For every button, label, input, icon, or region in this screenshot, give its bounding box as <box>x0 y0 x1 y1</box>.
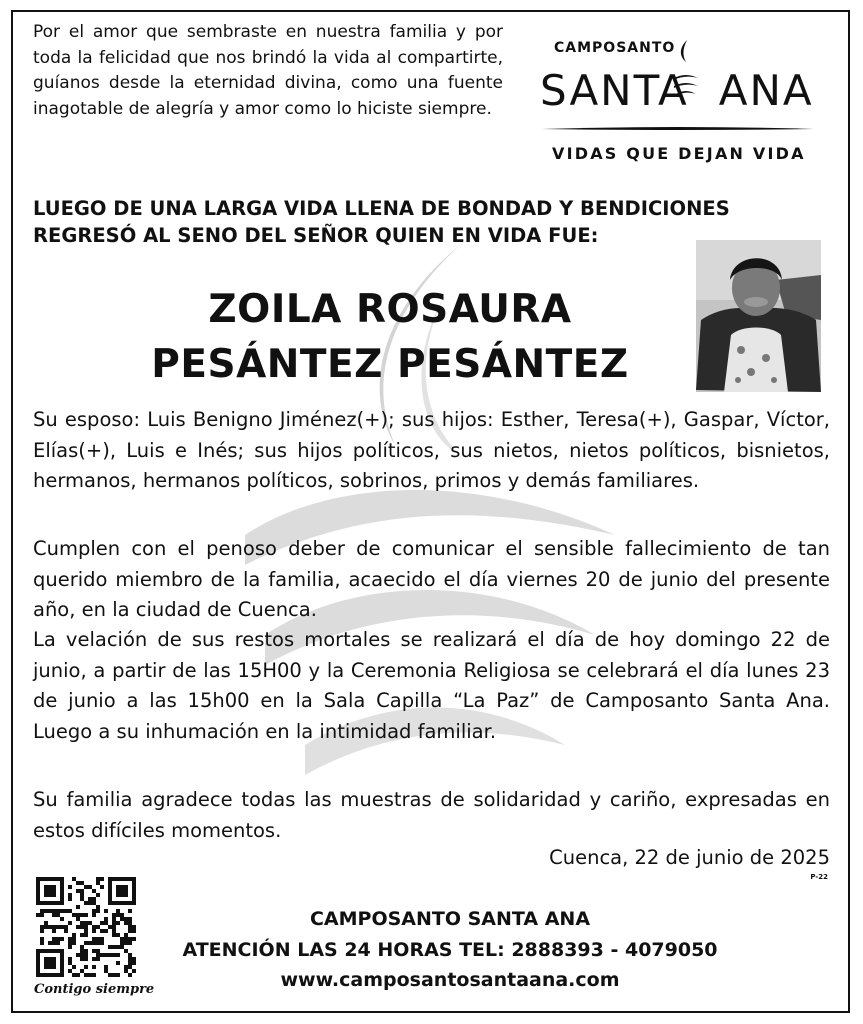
camposanto-logo <box>540 24 820 164</box>
logo-brand-right: ANA <box>718 66 814 115</box>
deceased-name <box>80 282 700 392</box>
ceremony-paragraph: La velación de sus restos mortales se realizará el día de hoy domingo 22 de junio, a partir de las 15H00 y la Ceremonia Religiosa se celebrará el día lunes 23 de junio a las 15h00 en la Sala Capilla “La Paz” de Camposanto Santa Ana. Luego a su inhumación en la intimidad familiar. <box>33 628 830 743</box>
footer-company: CAMPOSANTO SANTA ANA <box>309 908 591 930</box>
lead-statement: LUEGO DE UNA LARGA VIDA LLENA DE BONDAD Y BENDICIONES REGRESÓ AL SENO DEL SEÑOR QUIEN EN VIDA FUE: <box>33 197 730 247</box>
dateline: Cuenca, 22 de junio de 2025 <box>549 846 830 869</box>
footer-phone[interactable]: ATENCIÓN LAS 24 HORAS TEL: 2888393 - 4079050 <box>182 938 718 961</box>
flame-icon <box>673 38 699 110</box>
deceased-name-line2: PESÁNTEZ PESÁNTEZ <box>151 342 629 387</box>
deceased-name-line1: ZOILA ROSAURA <box>208 287 572 332</box>
footer-contact <box>140 904 760 996</box>
logo-brand-left: SANTA <box>540 66 689 115</box>
footer-website-link[interactable]: www.camposantosantaana.com <box>280 969 620 991</box>
thanks-paragraph: Su familia agradece todas las muestras de solidaridad y cariño, expresadas en estos difíciles momentos. <box>33 788 830 842</box>
intro-dedication: Por el amor que sembraste en nuestra familia y por toda la felicidad que nos brindó la vida al compartirte, guíanos desde la eternidad divina, como una fuente inagotable de alegría y amor como lo hiciste siempre. <box>33 22 503 119</box>
logo-underline <box>542 126 814 131</box>
qr-caption: Contigo siempre <box>34 982 155 997</box>
logo-tagline: VIDAS QUE DEJAN VIDA <box>552 144 806 163</box>
family-paragraph: Su esposo: Luis Benigno Jiménez(+); sus hijos: Esther, Teresa(+), Gaspar, Víctor, Elías(+), Luis e Inés; sus hijos políticos, sus nietos, nietos políticos, bisnietos, hermanos, hermanos políticos, sobrinos, primos y demás familiares. <box>33 408 830 492</box>
reference-code: P-22 <box>810 873 828 881</box>
qr-code[interactable] <box>36 877 136 977</box>
deceased-photo <box>696 240 821 392</box>
announcement-paragraph: Cumplen con el penoso deber de comunicar el sensible fallecimiento de tan querido miembro de la familia, acaecido el día viernes 20 de junio del presente año, en la ciudad de Cuenca. <box>33 537 830 621</box>
logo-top-text: CAMPOSANTO <box>554 40 676 56</box>
